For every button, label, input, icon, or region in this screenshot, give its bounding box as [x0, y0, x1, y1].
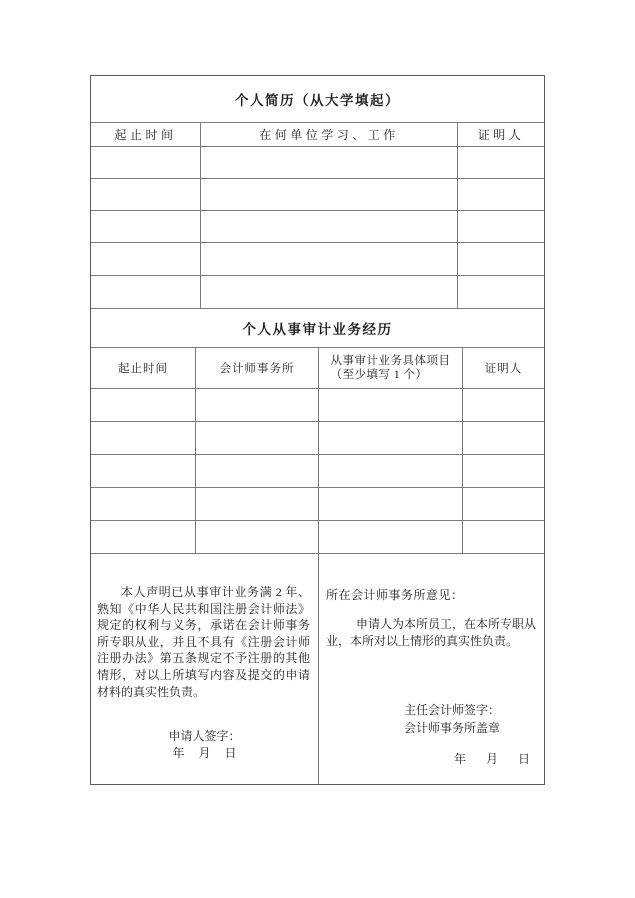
resume-cell-witness[interactable]: [458, 211, 544, 242]
firm-seal-label[interactable]: 会计师事务所盖章: [404, 720, 501, 735]
resume-cell-institution[interactable]: [201, 211, 458, 242]
applicant-date-line[interactable]: [91, 745, 318, 762]
audit-cell-witness[interactable]: [463, 521, 544, 553]
resume-cell-witness[interactable]: [458, 276, 544, 308]
applicant-statement: 本人声明已从事审计业务满 2 年、熟知《中华人民共和国注册会计师法》规定的权利与义务，承诺在会计师事务所专职从业，并且不具有《注册会计师注册办法》第五条规定不予注册的其他情形，对以上所填写内容及提交的申请材料的真实性负责。: [97, 585, 310, 699]
audit-header-row: [91, 348, 544, 389]
audit-cell-period[interactable]: [91, 488, 196, 520]
resume-cell-institution[interactable]: [201, 179, 458, 210]
audit-cell-projects[interactable]: [319, 488, 463, 520]
audit-cell-firm[interactable]: [196, 389, 319, 421]
audit-cell-projects[interactable]: [319, 521, 463, 553]
audit-cell-firm[interactable]: [196, 488, 319, 520]
resume-header-institution: 在何单位学习、工作: [201, 123, 458, 146]
resume-cell-period[interactable]: [91, 179, 201, 210]
firm-opinion-heading: 所在会计师事务所意见：: [326, 588, 464, 602]
resume-cell-period[interactable]: [91, 211, 201, 242]
audit-section-title: 个人从事审计业务经历: [242, 322, 393, 337]
date-month-label: 月: [198, 746, 211, 760]
resume-header-period: 起止时间: [91, 123, 201, 146]
resume-section-title: 个人简历（从大学填起）: [235, 93, 400, 108]
audit-cell-witness[interactable]: [463, 422, 544, 454]
resume-cell-institution[interactable]: [201, 147, 458, 178]
audit-header-period: 起止时间: [91, 348, 196, 388]
audit-cell-projects[interactable]: [319, 455, 463, 487]
resume-cell-institution[interactable]: [201, 243, 458, 275]
audit-cell-projects[interactable]: [319, 389, 463, 421]
audit-header-firm: 会计师事务所: [196, 348, 319, 388]
resume-empty-row: [91, 179, 544, 211]
resume-cell-witness[interactable]: [458, 179, 544, 210]
audit-empty-row: [91, 389, 544, 422]
resume-cell-period[interactable]: [91, 243, 201, 275]
resume-cell-institution[interactable]: [201, 276, 458, 308]
audit-cell-projects[interactable]: [319, 422, 463, 454]
resume-section-title-row: [91, 76, 544, 123]
resume-empty-row: [91, 211, 544, 243]
resume-empty-row: [91, 276, 544, 309]
date-year-label: 年: [172, 746, 185, 760]
audit-empty-row: [91, 455, 544, 488]
date-month-label: 月: [485, 752, 498, 767]
audit-cell-firm[interactable]: [196, 455, 319, 487]
applicant-signature-label[interactable]: 申请人签字：: [168, 729, 241, 743]
audit-cell-period[interactable]: [91, 455, 196, 487]
audit-section-title-row: [91, 309, 544, 348]
audit-cell-witness[interactable]: [463, 455, 544, 487]
applicant-signature-block: [91, 728, 318, 762]
audit-cell-period[interactable]: [91, 521, 196, 553]
resume-cell-witness[interactable]: [458, 147, 544, 178]
audit-cell-witness[interactable]: [463, 488, 544, 520]
resume-cell-period[interactable]: [91, 147, 201, 178]
application-form-table: [90, 75, 545, 785]
resume-empty-row: [91, 243, 544, 276]
audit-header-projects-line2: （至少填写 1 个）: [330, 369, 428, 381]
audit-header-witness: 证明人: [484, 363, 523, 375]
audit-header-projects: [319, 348, 463, 388]
chief-accountant-signature-label[interactable]: 主任会计师签字：: [404, 703, 501, 717]
resume-header-witness: 证明人: [477, 128, 525, 142]
firm-signature-block: [404, 702, 500, 737]
declaration-row: [91, 554, 544, 784]
audit-empty-row: [91, 521, 544, 554]
firm-statement: 申请人为本所员工，在本所专职从业，本所对以上情形的真实性负责。: [326, 617, 537, 648]
date-year-label: 年: [453, 752, 466, 767]
audit-cell-witness[interactable]: [463, 389, 544, 421]
audit-cell-period[interactable]: [91, 422, 196, 454]
audit-cell-firm[interactable]: [196, 422, 319, 454]
firm-date-line[interactable]: [444, 751, 530, 768]
audit-empty-row: [91, 422, 544, 455]
audit-cell-period[interactable]: [91, 389, 196, 421]
resume-cell-period[interactable]: [91, 276, 201, 308]
date-day-label: 日: [224, 746, 237, 760]
audit-header-projects-line1: 从事审计业务具体项目: [330, 355, 451, 367]
firm-opinion-cell: [319, 554, 544, 784]
applicant-declaration-cell: [91, 554, 319, 784]
resume-cell-witness[interactable]: [458, 243, 544, 275]
resume-empty-row: [91, 147, 544, 179]
resume-header-row: [91, 123, 544, 147]
audit-cell-firm[interactable]: [196, 521, 319, 553]
date-day-label: 日: [517, 752, 530, 767]
audit-empty-row: [91, 488, 544, 521]
